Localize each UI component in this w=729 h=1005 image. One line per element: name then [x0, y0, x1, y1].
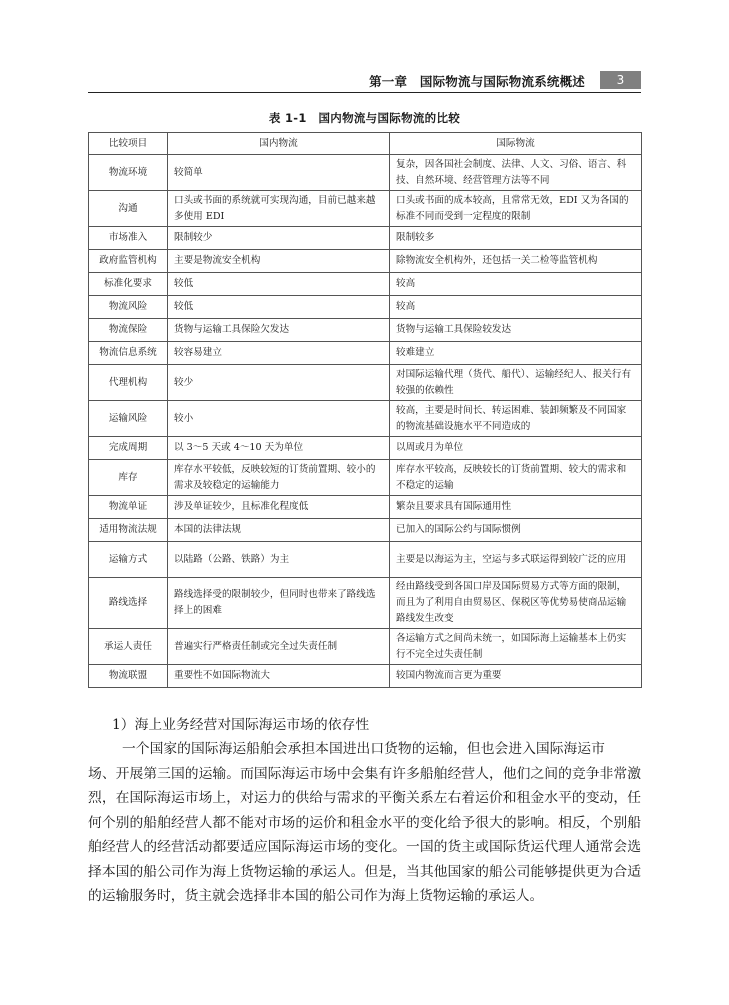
domestic-cell: 本国的法律法规 — [168, 519, 390, 542]
item-cell: 政府监管机构 — [89, 250, 168, 273]
item-cell: 物流环境 — [89, 155, 168, 191]
domestic-cell: 涉及单证较少，且标准化程度低 — [168, 496, 390, 519]
domestic-cell: 库存水平较低，反映较短的订货前置期、较小的需求及较稳定的运输能力 — [168, 460, 390, 496]
international-cell: 各运输方式之间尚未统一，如国际海上运输基本上仍实行不完全过失责任制 — [390, 629, 642, 665]
table-row — [89, 273, 642, 296]
table-row — [89, 665, 642, 688]
item-cell: 承运人责任 — [89, 629, 168, 665]
section-subheading: 1）海上业务经营对国际海运市场的依存性 — [112, 717, 370, 733]
item-cell: 市场准入 — [89, 227, 168, 250]
international-cell: 繁杂且要求具有国际通用性 — [390, 496, 642, 519]
table-header — [89, 133, 642, 155]
international-cell: 较难建立 — [390, 342, 642, 365]
international-cell: 经由路线受到各国口岸及国际贸易方式等方面的限制，而且为了利用自由贸易区、保税区等优势易使商品运输路线发生改变 — [390, 578, 642, 629]
table-body — [89, 155, 642, 688]
domestic-cell: 主要是物流安全机构 — [168, 250, 390, 273]
domestic-cell: 货物与运输工具保险欠发达 — [168, 319, 390, 342]
international-cell: 除物流安全机构外，还包括一关二检等监管机构 — [390, 250, 642, 273]
international-cell: 对国际运输代理（货代、船代）、运输经纪人、报关行有较强的依赖性 — [390, 365, 642, 401]
international-cell: 口头或书面的成本较高，且常常无效，EDI 又为各国的标准不同而受到一定程度的限制 — [390, 191, 642, 227]
table-row — [89, 578, 642, 629]
column-header: 国内物流 — [168, 133, 390, 155]
table-row — [89, 250, 642, 273]
international-cell: 以周或月为单位 — [390, 437, 642, 460]
domestic-cell: 较低 — [168, 273, 390, 296]
table-row — [89, 155, 642, 191]
international-cell: 较高，主要是时间长、转运困难、装卸频繁及不同国家的物流基础设施水平不同造成的 — [390, 401, 642, 437]
item-cell: 完成周期 — [89, 437, 168, 460]
domestic-cell: 较低 — [168, 296, 390, 319]
item-cell: 物流单证 — [89, 496, 168, 519]
international-cell: 较高 — [390, 296, 642, 319]
table-caption: 表 1-1 国内物流与国际物流的比较 — [268, 111, 461, 125]
table-row — [89, 401, 642, 437]
item-cell: 物流信息系统 — [89, 342, 168, 365]
domestic-cell: 重要性不如国际物流大 — [168, 665, 390, 688]
column-header: 国际物流 — [390, 133, 642, 155]
table-row — [89, 342, 642, 365]
item-cell: 物流风险 — [89, 296, 168, 319]
international-cell: 主要是以海运为主，空运与多式联运得到较广泛的应用 — [390, 542, 642, 578]
item-cell: 标准化要求 — [89, 273, 168, 296]
page-header — [88, 71, 641, 91]
domestic-cell: 以 3～5 天或 4～10 天为单位 — [168, 437, 390, 460]
paragraph-text: 场、开展第三国的运输。而国际海运市场中会集有许多船舶经营人，他们之间的竞争非常激烈，在国际海运市场上，对运力的供给与需求的平衡关系左右着运价和租金水平的变动，任何个别的船舶经营人都不能对市场的运价和租金水平的变化给予很大的影响。相反，个别船舶经营人的经营活动都要适应国际海运市场的变化。一国的货主或国际货运代理人通常会选择本国的船公司作为海上货物运输的承运人。但是，当其他国家的船公司能够提供更为合适的运输服务时，货主就会选择非本国的船公司作为海上货物运输的承运人。 — [88, 766, 641, 905]
item-cell: 物流联盟 — [89, 665, 168, 688]
item-cell: 库存 — [89, 460, 168, 496]
international-cell: 较高 — [390, 273, 642, 296]
table-row — [89, 542, 642, 578]
page-number: 3 — [600, 71, 641, 89]
international-cell: 货物与运输工具保险较发达 — [390, 319, 642, 342]
domestic-cell: 较少 — [168, 365, 390, 401]
item-cell: 路线选择 — [89, 578, 168, 629]
table-row — [89, 296, 642, 319]
domestic-cell: 以陆路（公路、铁路）为主 — [168, 542, 390, 578]
table-row — [89, 519, 642, 542]
column-header: 比较项目 — [89, 133, 168, 155]
table-row — [89, 365, 642, 401]
international-cell: 库存水平较高，反映较长的订货前置期、较大的需求和不稳定的运输 — [390, 460, 642, 496]
header-divider — [88, 92, 641, 93]
domestic-cell: 路线选择受的限制较少，但同时也带来了路线选择上的困难 — [168, 578, 390, 629]
table-row — [89, 496, 642, 519]
international-cell: 复杂，因各国社会制度、法律、人文、习俗、语言、科技、自然环境、经营管理方法等不同 — [390, 155, 642, 191]
paragraph-continuation — [88, 762, 641, 908]
table-row — [89, 191, 642, 227]
item-cell: 运输方式 — [89, 542, 168, 578]
domestic-cell: 较简单 — [168, 155, 390, 191]
paragraph-first-line: 一个国家的国际海运船舶会承担本国进出口货物的运输，但也会进入国际海运市 — [122, 741, 605, 758]
chapter-title: 第一章 国际物流与国际物流系统概述 — [369, 74, 585, 89]
domestic-cell: 较小 — [168, 401, 390, 437]
table-row — [89, 227, 642, 250]
item-cell: 适用物流法规 — [89, 519, 168, 542]
table-row — [89, 460, 642, 496]
domestic-cell: 较容易建立 — [168, 342, 390, 365]
comparison-table — [88, 132, 642, 688]
item-cell: 沟通 — [89, 191, 168, 227]
table-row — [89, 437, 642, 460]
item-cell: 代理机构 — [89, 365, 168, 401]
domestic-cell: 普遍实行严格责任制或完全过失责任制 — [168, 629, 390, 665]
table-row — [89, 629, 642, 665]
international-cell: 较国内物流而言更为重要 — [390, 665, 642, 688]
domestic-cell: 限制较少 — [168, 227, 390, 250]
domestic-cell: 口头或书面的系统就可实现沟通，目前已越来越多使用 EDI — [168, 191, 390, 227]
international-cell: 限制较多 — [390, 227, 642, 250]
body-section — [112, 713, 641, 762]
international-cell: 已加入的国际公约与国际惯例 — [390, 519, 642, 542]
table-row — [89, 319, 642, 342]
item-cell: 运输风险 — [89, 401, 168, 437]
item-cell: 物流保险 — [89, 319, 168, 342]
